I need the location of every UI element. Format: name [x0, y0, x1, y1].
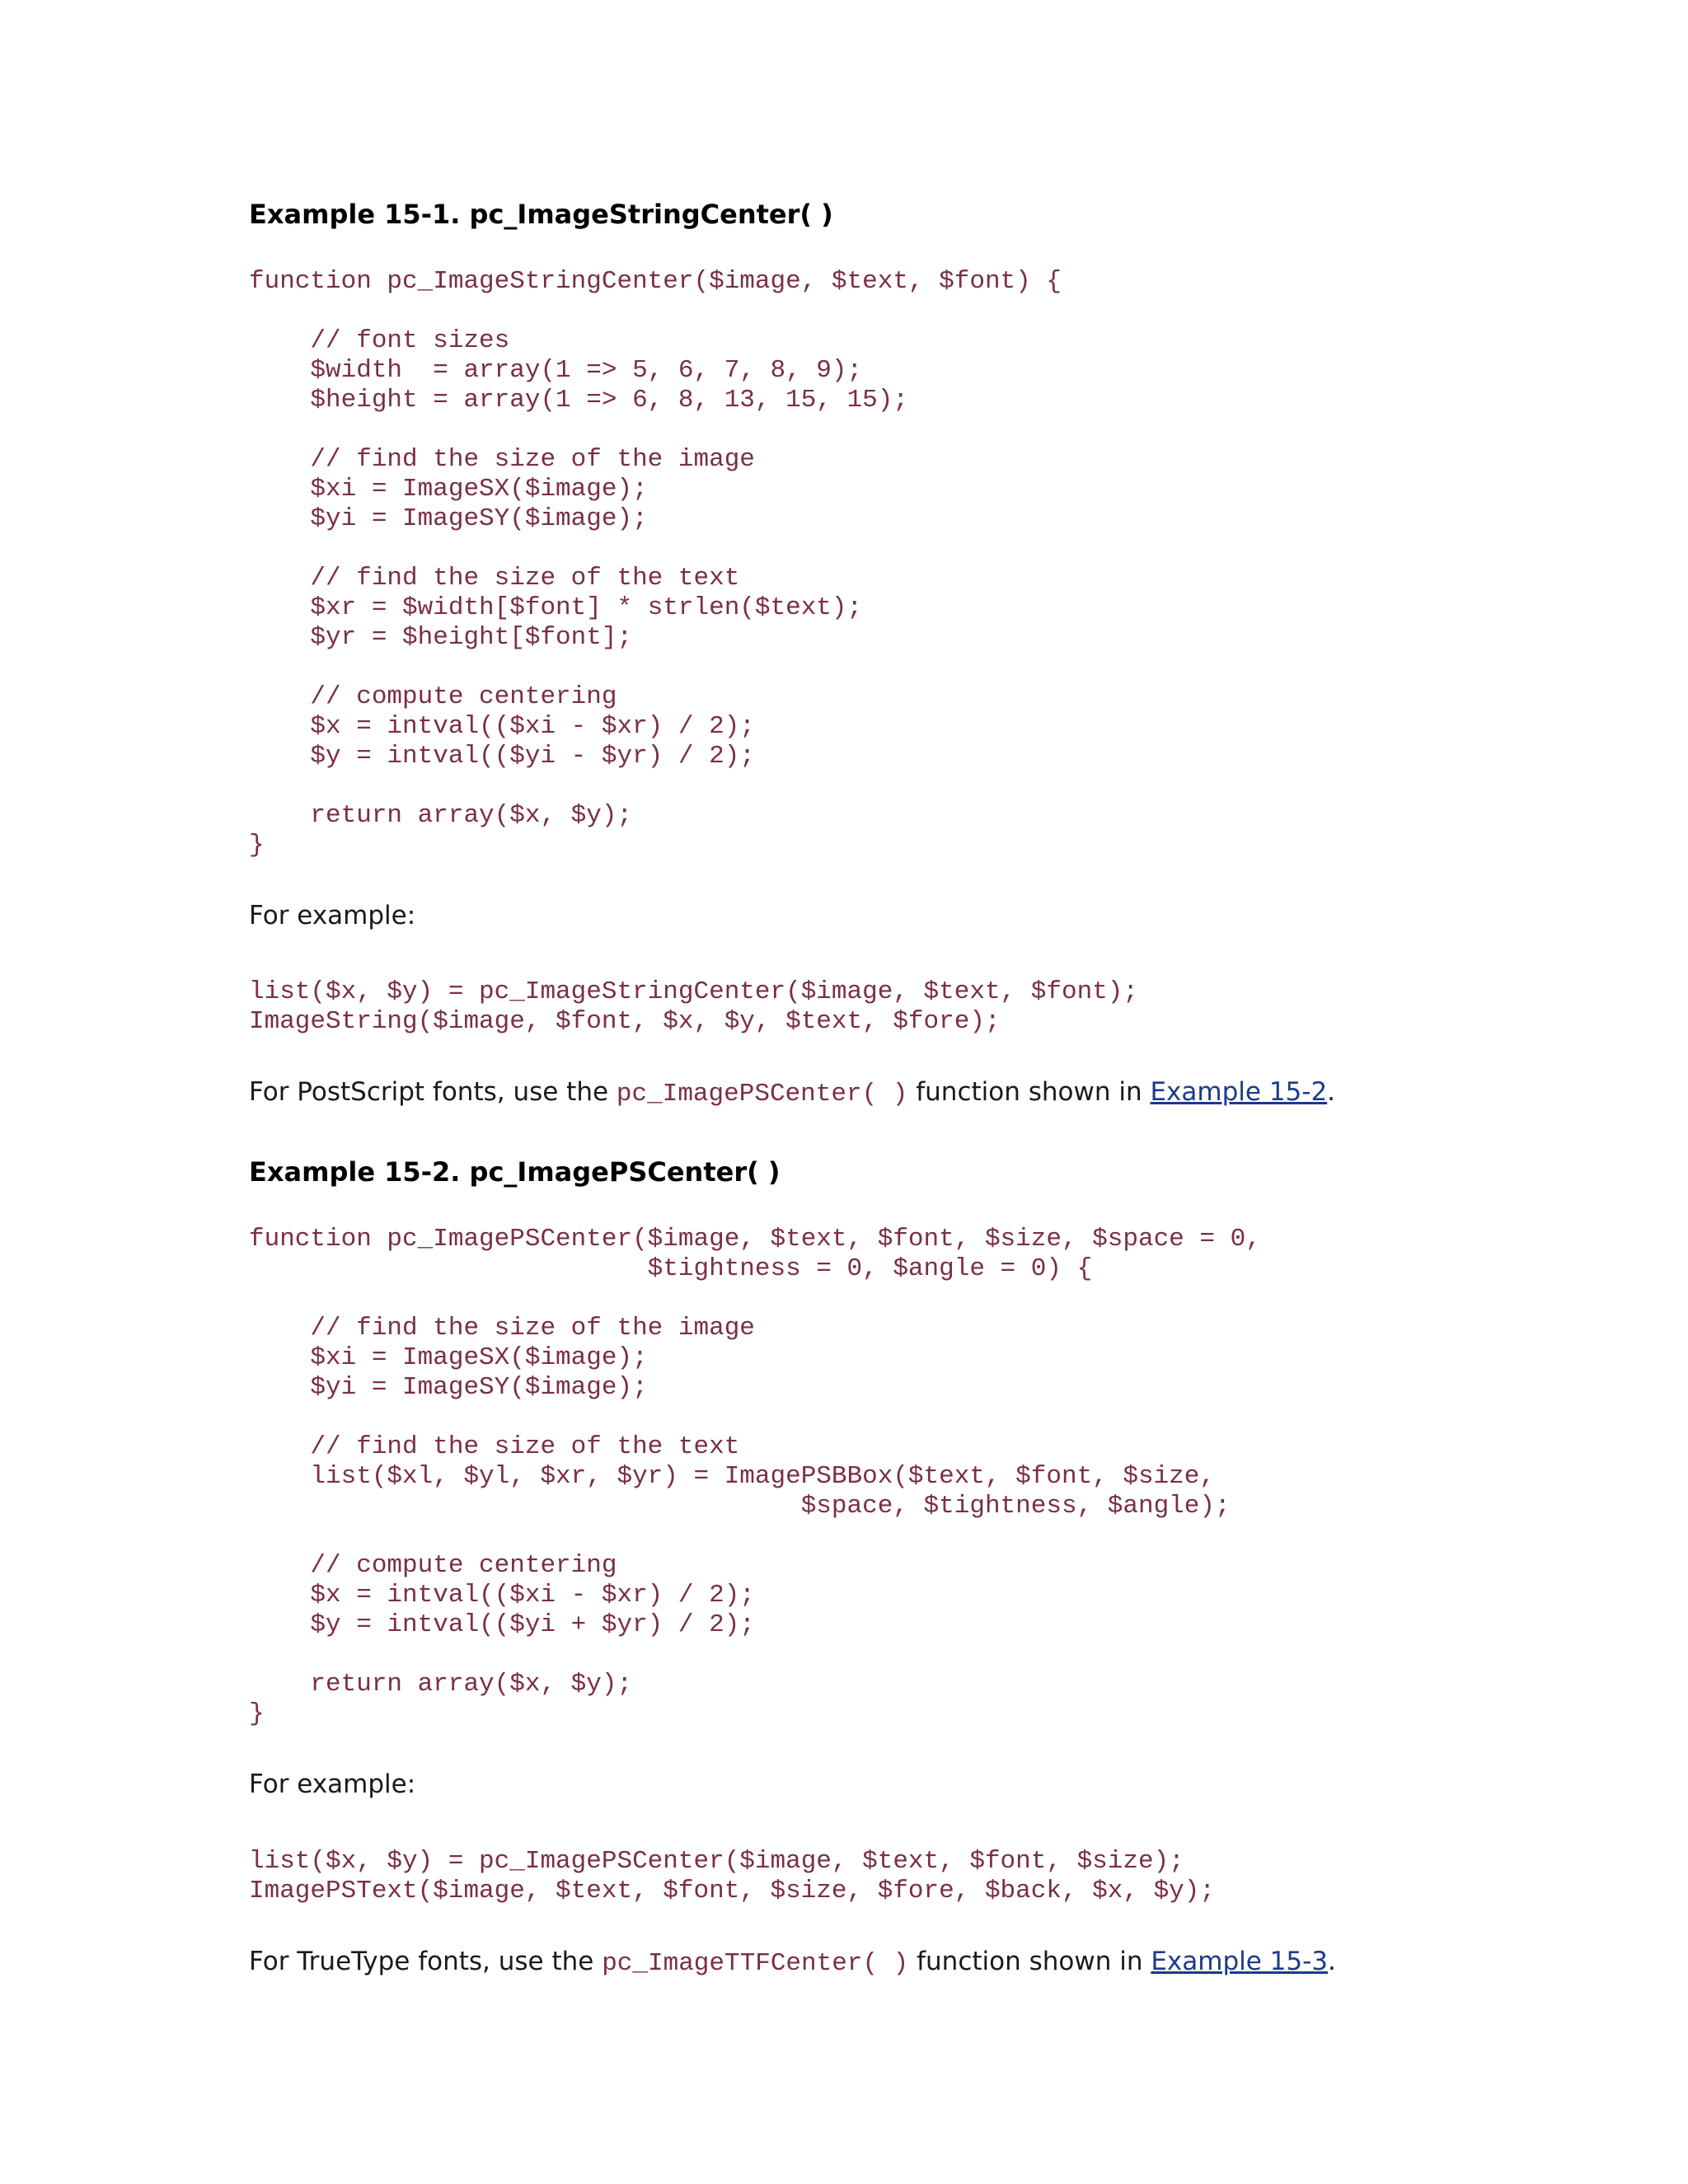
postscript-paragraph [249, 1076, 1335, 1111]
truetype-paragraph-text-before: For TrueType fonts, use the [249, 1947, 603, 1976]
postscript-paragraph-text-after: . [1327, 1077, 1336, 1107]
postscript-paragraph-text-middle: function shown in [907, 1077, 1151, 1107]
pc-imagepscenter-inline-code: pc_ImagePSCenter( ) [616, 1080, 908, 1108]
for-example-label-2: For example: [249, 1769, 416, 1799]
example-15-1-usage-code: list($x, $y) = pc_ImageStringCenter($image, $text, $font); ImageString($image, $font, $x, $y, $text, $fore); [249, 977, 1138, 1036]
truetype-paragraph [249, 1945, 1336, 1980]
example-15-3-link[interactable]: Example 15-3 [1151, 1947, 1329, 1976]
for-example-label-1: For example: [249, 901, 416, 930]
truetype-paragraph-text-after: . [1328, 1947, 1336, 1976]
truetype-paragraph-text-middle: function shown in [908, 1947, 1151, 1976]
postscript-paragraph-text-before: For PostScript fonts, use the [249, 1077, 617, 1107]
example-15-1-heading: Example 15-1. pc_ImageStringCenter( ) [249, 199, 833, 230]
example-15-2-code-block: function pc_ImagePSCenter($image, $text, $font, $size, $space = 0, $tightness = 0, $angle = 0) { // find the size of the image $xi = ImageSX($image); $yi = ImageSY($image); // find the size of the text list($xl, $yl, $xr, $yr) = ImagePSBBox($text, $font, $size, $space, $tightness, $angle); // compute centering $x = intval(($xi - $xr) / 2); $y = intval(($yi + $yr) / 2); return array($x, $y); } [249, 1225, 1261, 1728]
example-15-2-link[interactable]: Example 15-2 [1150, 1077, 1328, 1107]
example-15-2-usage-code: list($x, $y) = pc_ImagePSCenter($image, $text, $font, $size); ImagePSText($image, $text, $font, $size, $fore, $back, $x, $y); [249, 1847, 1215, 1905]
example-15-2-heading: Example 15-2. pc_ImagePSCenter( ) [249, 1156, 781, 1188]
pc-imagettfcenter-inline-code: pc_ImageTTFCenter( ) [602, 1949, 909, 1978]
example-15-1-code-block: function pc_ImageStringCenter($image, $text, $font) { // font sizes $width = array(1 => 5, 6, 7, 8, 9); $height = array(1 => 6, 8, 13, 15, 15); // find the size of the image $xi = ImageSX($image); $yi = ImageSY($image); // find the size of the text $xr = $width[$font] * strlen($text); $yr = $height[$font]; // compute centering $x = intval(($xi - $xr) / 2); $y = intval(($yi - $yr) / 2); return array($x, $y); } [249, 267, 1062, 860]
